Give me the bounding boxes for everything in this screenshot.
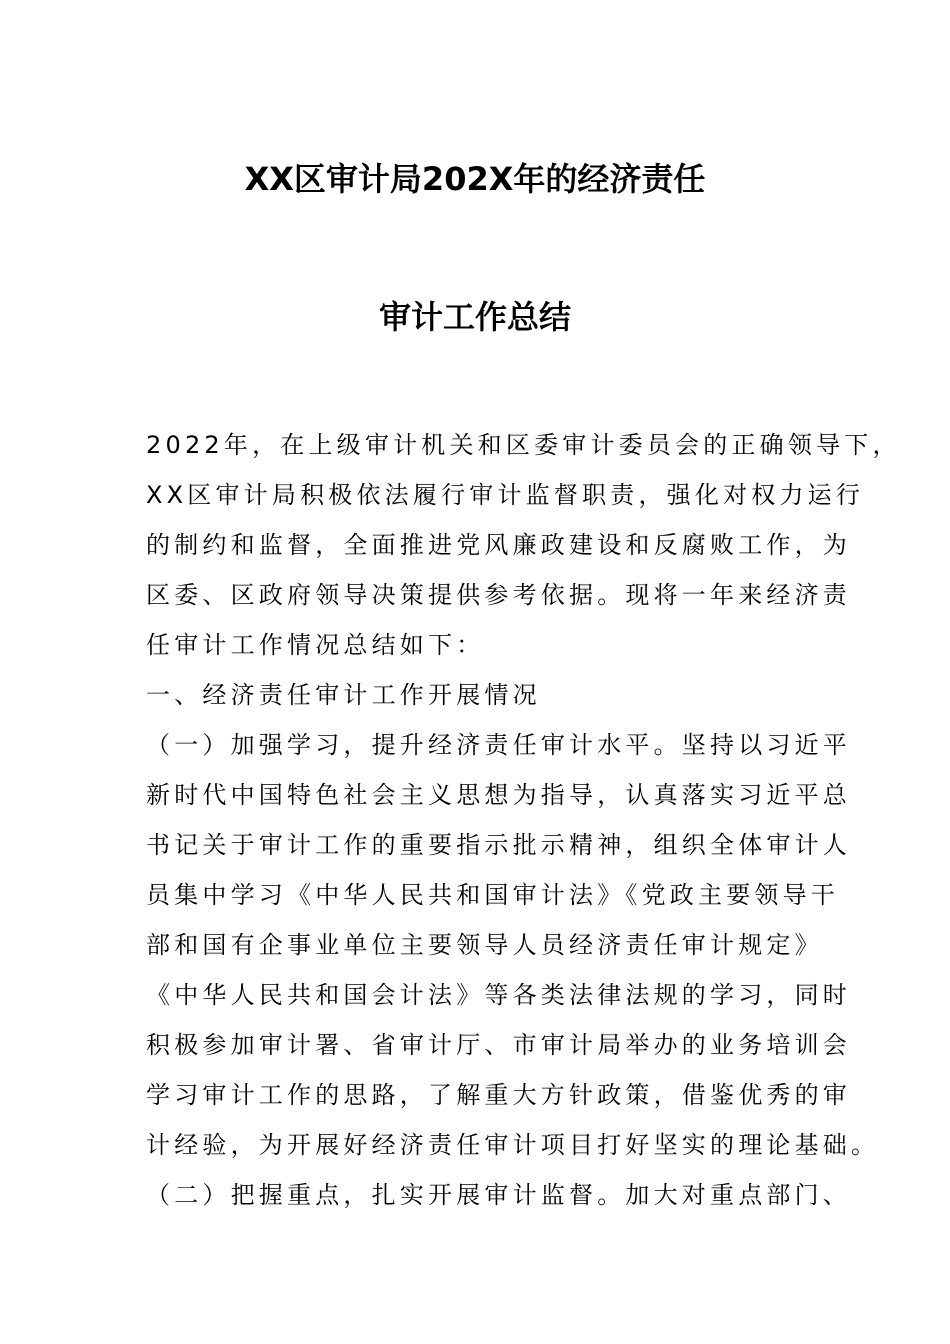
body-line: 的制约和监督，全面推进党风廉政建设和反腐败工作，为	[146, 531, 851, 559]
body-line: 计经验，为开展好经济责任审计项目打好坚实的理论基础。	[146, 1131, 880, 1159]
section-heading: 一、经济责任审计工作开展情况	[146, 681, 541, 709]
body-line: XX区审计局积极依法履行审计监督职责，强化对权力运行	[146, 481, 865, 509]
body-line: 新时代中国特色社会主义思想为指导，认真落实习近平总	[146, 781, 851, 809]
body-line: 员集中学习《中华人民共和国审计法》《党政主要领导干	[146, 881, 839, 909]
body-line: 任审计工作情况总结如下：	[146, 631, 485, 659]
body-line: 积极参加审计署、省审计厅、市审计局举办的业务培训会	[146, 1031, 851, 1059]
body-line: 区委、区政府领导决策提供参考依据。现将一年来经济责	[146, 581, 851, 609]
body-line: 学习审计工作的思路，了解重大方针政策，借鉴优秀的审	[146, 1081, 851, 1109]
body-line: 书记关于审计工作的重要指示批示精神，组织全体审计人	[146, 831, 851, 859]
document-body	[146, 420, 901, 1220]
body-line: （二）把握重点，扎实开展审计监督。加大对重点部门、	[146, 1181, 851, 1209]
body-line: （一）加强学习，提升经济责任审计水平。坚持以习近平	[146, 731, 851, 759]
body-line: 《中华人民共和国会计法》等各类法律法规的学习，同时	[146, 981, 851, 1009]
body-line: 部和国有企事业单位主要领导人员经济责任审计规定》	[146, 931, 823, 959]
body-line: 2022年，在上级审计机关和区委审计委员会的正确领导下，	[146, 431, 901, 459]
document-title-line-2: 审计工作总结	[378, 298, 571, 336]
document-title-line-1: XX区审计局202X年的经济责任	[244, 160, 706, 198]
